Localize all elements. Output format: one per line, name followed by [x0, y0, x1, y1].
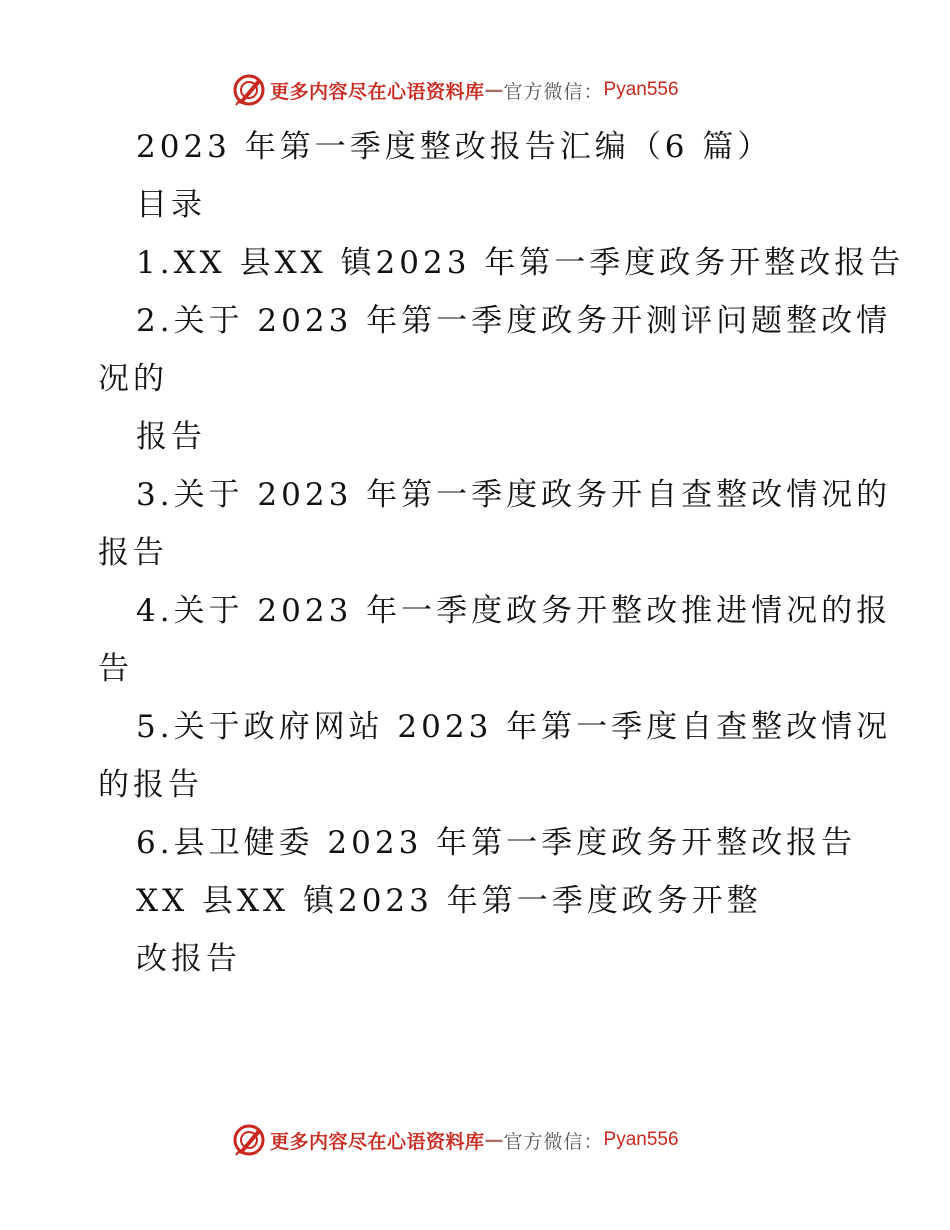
quill-logo-icon	[232, 1123, 266, 1157]
document-body	[98, 118, 905, 988]
quill-logo-icon	[232, 73, 266, 107]
toc-item-1: 1.XX 县XX 镇2023 年第一季度政务开整改报告	[136, 245, 905, 281]
toc-item-4: 4.关于 2023 年一季度政务开整改推进情况的报	[136, 593, 892, 629]
toc-heading: 目录	[136, 187, 206, 223]
toc-item-4-continuation: 告	[98, 651, 133, 687]
watermark-official-label: 官方微信：	[503, 80, 604, 103]
watermark-brand-text: 更多内容尽在心语资料库	[270, 1130, 485, 1153]
section-heading: XX 县XX 镇2023 年第一季度政务开整	[136, 883, 762, 919]
toc-item-3: 3.关于 2023 年第一季度政务开自查整改情况的	[136, 477, 892, 513]
watermark-dash: —	[484, 1129, 504, 1151]
footer-watermark	[232, 1122, 679, 1158]
toc-item-2-continuation: 况的	[98, 361, 168, 397]
watermark-brand-text: 更多内容尽在心语资料库	[270, 80, 485, 103]
toc-item-2-continuation-2: 报告	[136, 419, 206, 455]
toc-item-6: 6.县卫健委 2023 年第一季度政务开整改报告	[136, 825, 857, 861]
toc-item-2: 2.关于 2023 年第一季度政务开测评问题整改情	[136, 303, 892, 339]
section-heading-continuation: 改报告	[136, 941, 241, 977]
toc-item-3-continuation: 报告	[98, 535, 168, 571]
header-watermark	[232, 72, 679, 108]
toc-item-5: 5.关于政府网站 2023 年第一季度自查整改情况	[136, 709, 892, 745]
toc-item-5-continuation: 的报告	[98, 767, 203, 803]
watermark-wechat-id: Pyan556	[603, 1129, 679, 1150]
watermark-wechat-id: Pyan556	[603, 79, 679, 100]
watermark-official-label: 官方微信：	[503, 1130, 604, 1153]
document-title: 2023 年第一季度整改报告汇编（6 篇）	[136, 129, 773, 165]
watermark-dash: —	[484, 79, 504, 101]
